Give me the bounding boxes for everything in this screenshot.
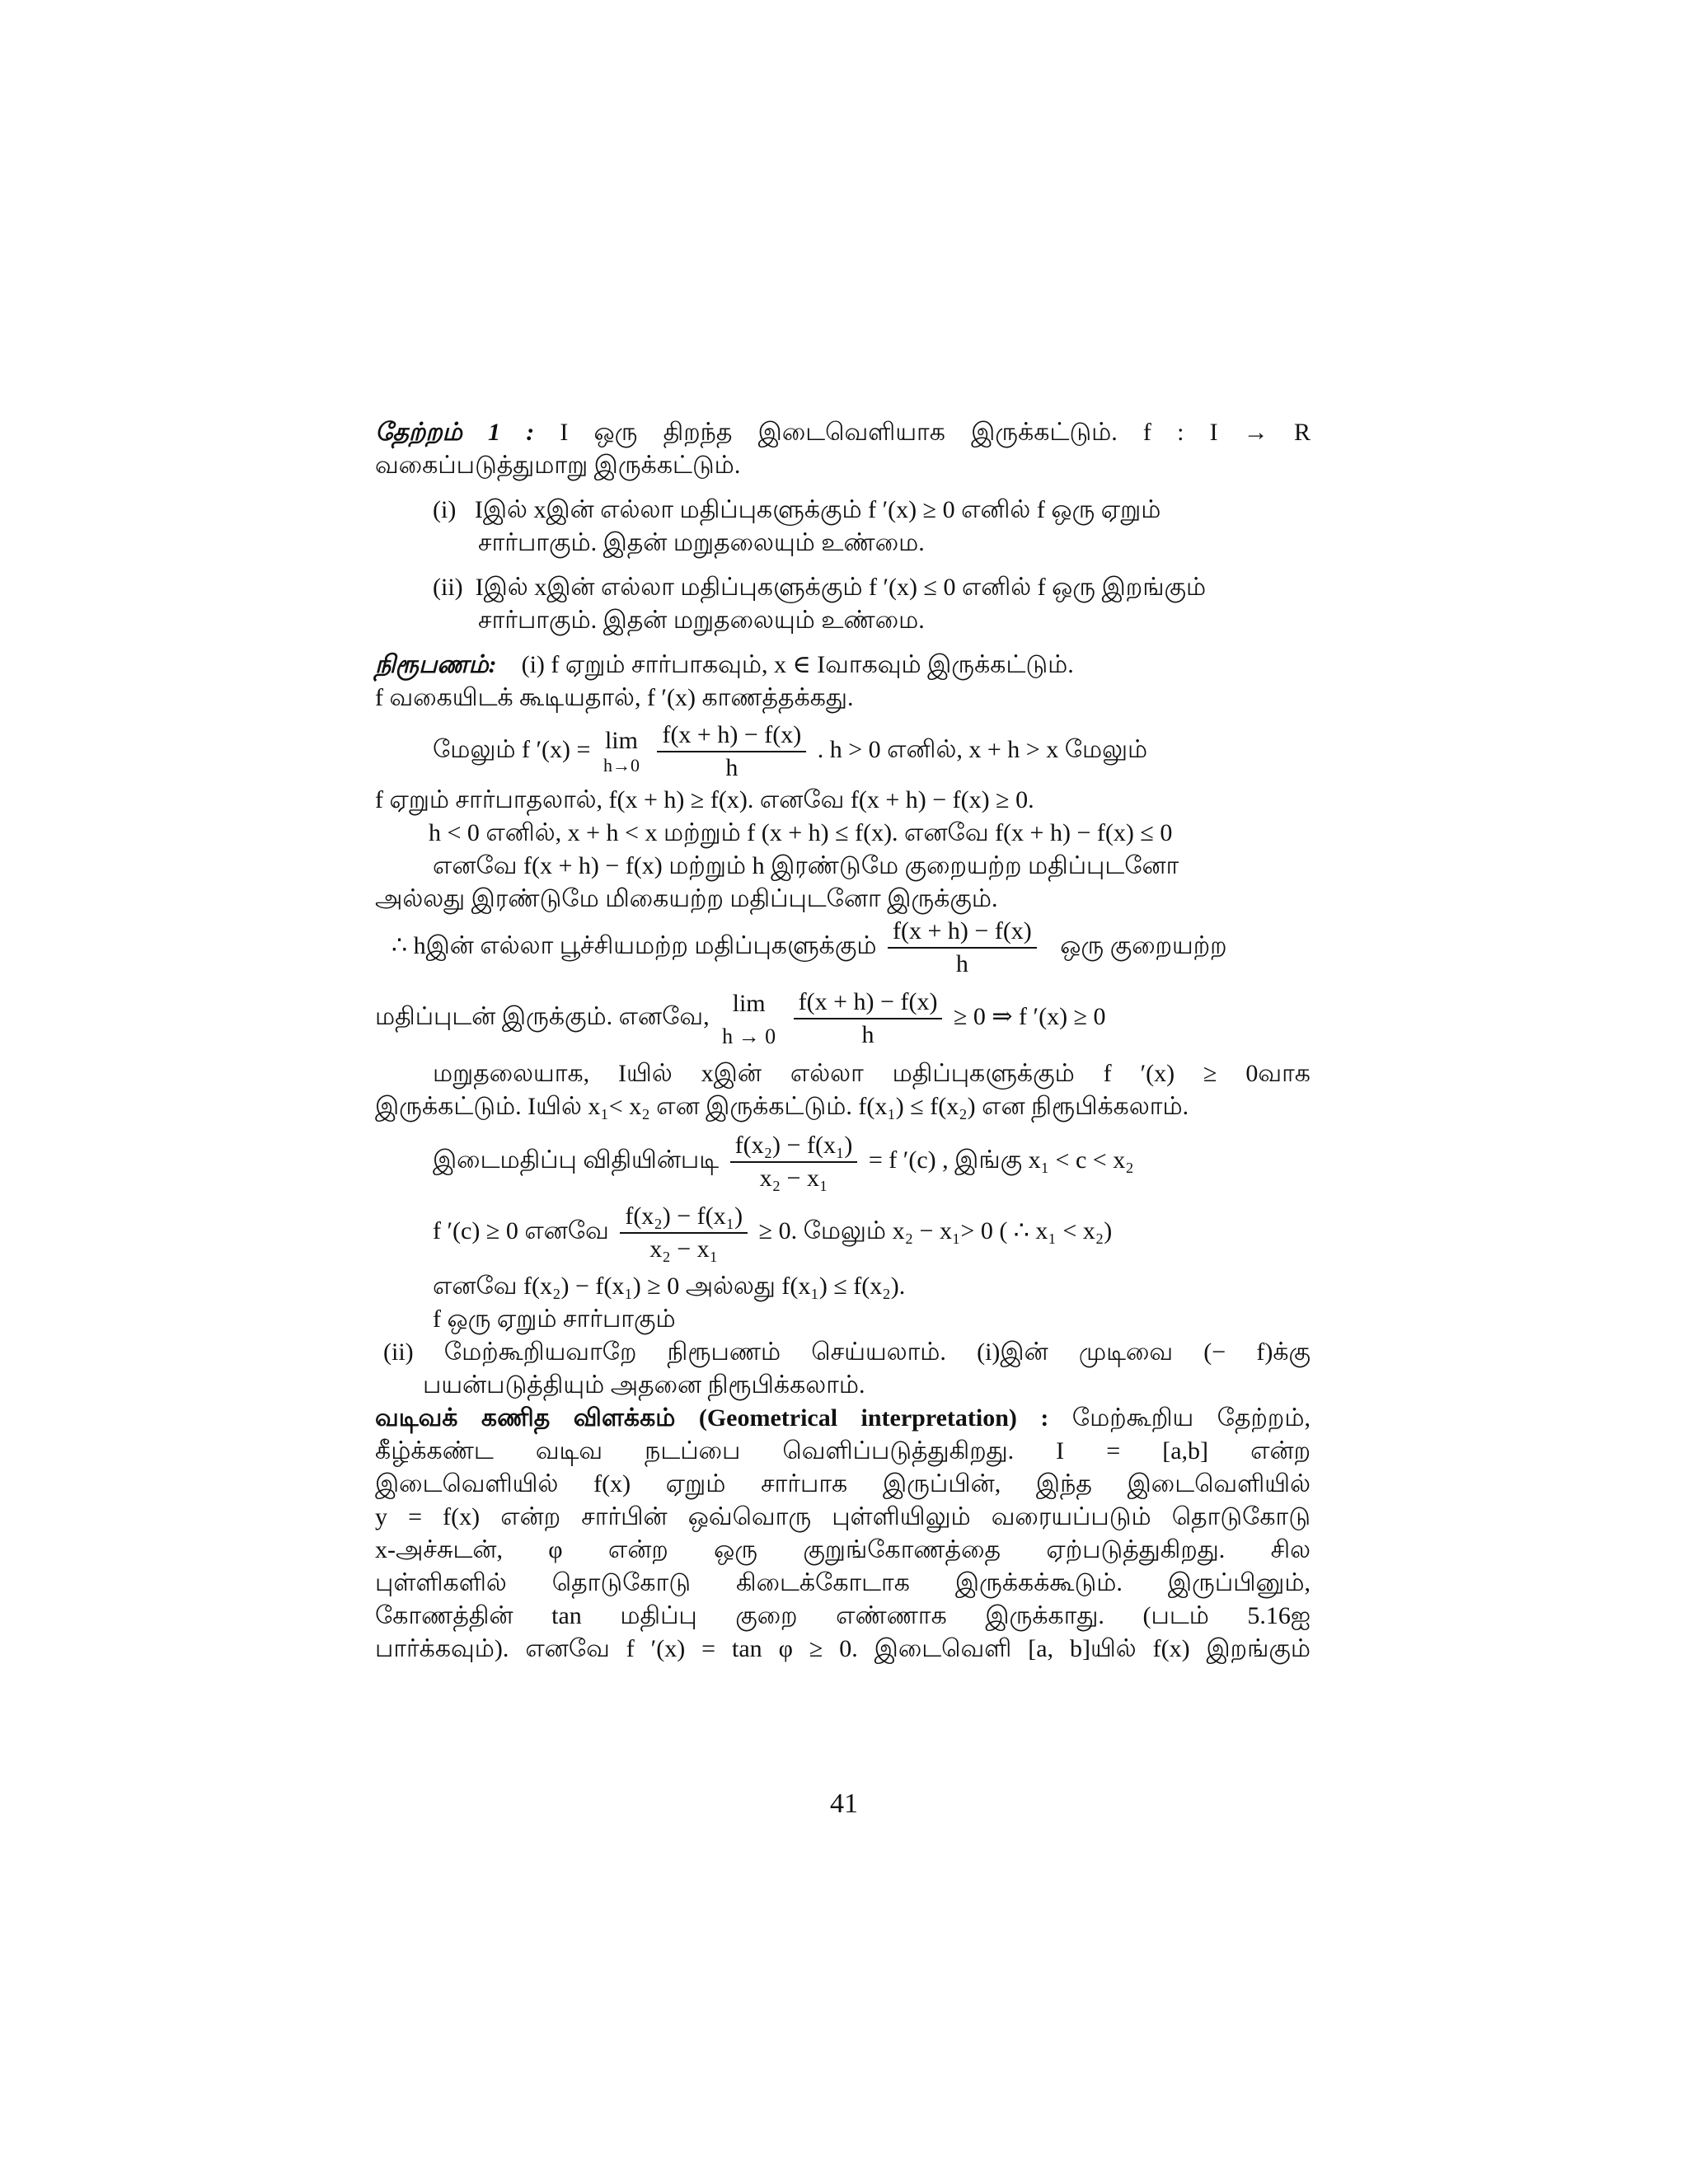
geometry-heading: வடிவக் கணித விளக்கம் (Geometrical interpretation) : — [375, 1404, 1049, 1432]
fraction-numerator: f(x₂) − f(x₁) — [730, 1130, 858, 1163]
theorem-item-2 — [375, 571, 1311, 604]
lim-word: lim — [604, 727, 638, 754]
fraction-numerator: f(x + h) − f(x) — [657, 719, 806, 752]
proof-line-5: எனவே f(x + h) − f(x) மற்றும் h இரண்டுமே குறையற்ற மதிப்புடனோ — [433, 852, 1179, 879]
item-label: (i) — [433, 496, 457, 523]
line7-suffix: ஒரு குறையற்ற — [1060, 931, 1227, 959]
lim-word: lim — [732, 990, 766, 1017]
limit-operator — [603, 727, 640, 776]
theorem-item-2-cont: சார்பாகும். இதன் மறுதலையும் உண்மை. — [478, 607, 925, 634]
item-text: Iஇல் xஇன் எல்லா மதிப்புகளுக்கும் f ′(x) ≤ 0 எனில் f ஒரு இறங்கும் — [475, 574, 1207, 601]
theorem-line-2: வகைப்படுத்துமாறு இருக்கட்டும். — [375, 452, 741, 479]
theorem-item-1 — [375, 494, 1311, 527]
geometry-line-3: இடைவெளியில் f(x) ஏறும் சார்பாக இருப்பின், இந்த இடைவெளியில் — [375, 1470, 1311, 1497]
line8-prefix: மதிப்புடன் இருக்கும். எனவே, — [375, 1002, 710, 1030]
proof-line-8 — [375, 987, 1311, 1051]
mvt-suffix: = f ′(c) , இங்கு x₁ < c < x₂ — [868, 1146, 1134, 1174]
proof-line-15: (ii) மேற்கூறியவாறே நிரூபணம் செய்யலாம். (i)இன் முடிவை (− f)க்கு — [383, 1338, 1311, 1366]
mean-value-line — [375, 1130, 1311, 1194]
proof-line-13: எனவே f(x₂) − f(x₁) ≥ 0 அல்லது f(x₁) ≤ f(x₂). — [433, 1272, 906, 1300]
proof-line-12 — [375, 1201, 1311, 1265]
mvt-quotient — [730, 1130, 858, 1194]
mvt-prefix: இடைமதிப்பு விதியின்படி — [433, 1146, 720, 1174]
proof-heading: நிரூபணம்: — [375, 651, 497, 678]
limit-operator — [722, 990, 776, 1047]
proof-line-14: f ஒரு ஏறும் சார்பாகும் — [433, 1305, 676, 1333]
proof-line-1 — [375, 649, 1311, 682]
line7-prefix: ∴ hஇன் எல்லா பூச்சியமற்ற மதிப்புகளுக்கும் — [392, 931, 877, 959]
geometry-text: மேற்கூறிய தேற்றம், — [1071, 1404, 1311, 1432]
theorem-heading: தேற்றம் 1 : — [375, 419, 535, 446]
fraction-denominator: h — [725, 754, 738, 781]
geometry-line-8: பார்க்கவும்). எனவே f ′(x) = tan φ ≥ 0. இடைவெளி [a, b]யில் f(x) இறங்கும் — [375, 1635, 1311, 1662]
proof-line-4: h < 0 எனில், x + h < x மற்றும் f (x + h) ≤ f(x). எனவே f(x + h) − f(x) ≤ 0 — [429, 819, 1173, 846]
lim-subscript: h→0 — [603, 755, 640, 776]
proof-line-3: f ஏறும் சார்பாதலால், f(x + h) ≥ f(x). எனவே f(x + h) − f(x) ≥ 0. — [375, 786, 1034, 813]
proof-line-7 — [375, 916, 1311, 980]
mvt-quotient — [620, 1201, 748, 1265]
line8-suffix: ≥ 0 ⇒ f ′(x) ≥ 0 — [953, 1002, 1106, 1030]
proof-line-6: அல்லது இரண்டுமே மிகையற்ற மதிப்புடனோ இருக்கும். — [375, 885, 998, 912]
difference-quotient — [794, 987, 943, 1051]
difference-quotient — [657, 719, 806, 784]
theorem-item-1-cont: சார்பாகும். இதன் மறுதலையும் உண்மை. — [478, 529, 925, 556]
geometry-line-4: y = f(x) என்ற சார்பின் ஒவ்வொரு புள்ளியிலும் வரையப்படும் தொடுகோடு — [375, 1503, 1311, 1530]
lim-subscript: h → 0 — [722, 1024, 776, 1048]
lim-suffix: . h > 0 எனில், x + h > x மேலும் — [817, 735, 1148, 763]
line12-prefix: f ′(c) ≥ 0 எனவே — [433, 1216, 609, 1244]
geometry-line-2: கீழ்க்கண்ட வடிவ நடப்பை வெளிப்படுத்துகிறது. I = [a,b] என்ற — [375, 1437, 1311, 1465]
line12-suffix: ≥ 0. மேலும் x₂ − x₁> 0 ( ∴ x₁ < x₂) — [758, 1216, 1113, 1244]
geometry-line-1 — [375, 1402, 1311, 1435]
item-text: Iஇல் xஇன் எல்லா மதிப்புகளுக்கும் f ′(x) ≥ 0 எனில் f ஒரு ஏறும் — [474, 496, 1161, 523]
fraction-denominator: h — [861, 1021, 874, 1048]
lim-prefix: மேலும் f ′(x) = — [433, 735, 591, 763]
page-body — [375, 416, 1311, 1666]
fraction-numerator: f(x + h) − f(x) — [794, 987, 943, 1019]
fraction-denominator: x₂ − x₁ — [649, 1235, 719, 1263]
difference-quotient — [888, 916, 1037, 980]
geometry-line-5: x-அச்சுடன், φ என்ற ஒரு குறுங்கோணத்தை ஏற்படுத்துகிறது. சில — [375, 1536, 1311, 1563]
proof-line-9: மறுதலையாக, Iயில் xஇன் எல்லா மதிப்புகளுக்கும் f ′(x) ≥ 0வாக — [433, 1060, 1311, 1087]
proof-line-16: பயன்படுத்தியும் அதனை நிரூபிக்கலாம். — [423, 1371, 865, 1399]
theorem-line-1 — [375, 416, 1311, 449]
fraction-denominator: h — [955, 950, 968, 977]
fraction-numerator: f(x + h) − f(x) — [888, 916, 1037, 949]
proof-line-10: இருக்கட்டும். Iயில் x₁< x₂ என இருக்கட்டும். f(x₁) ≤ f(x₂) என நிரூபிக்கலாம். — [375, 1093, 1189, 1120]
fraction-denominator: x₂ − x₁ — [759, 1165, 828, 1192]
derivative-definition — [375, 719, 1311, 784]
geometry-line-7: கோணத்தின் tan மதிப்பு குறை எண்ணாக இருக்காது. (படம் 5.16ஐ — [375, 1602, 1311, 1629]
fraction-numerator: f(x₂) − f(x₁) — [620, 1201, 748, 1234]
theorem-text: I ஒரு திறந்த இடைவெளியாக இருக்கட்டும். f : I → R — [560, 419, 1311, 446]
page-number: 41 — [830, 1788, 858, 1819]
item-label: (ii) — [433, 574, 463, 601]
geometry-line-6: புள்ளிகளில் தொடுகோடு கிடைக்கோடாக இருக்கக்கூடும். இருப்பினும், — [375, 1569, 1311, 1596]
proof-line-2: f வகையிடக் கூடியதால், f ′(x) காணத்தக்கது. — [375, 684, 854, 711]
proof-text: (i) f ஏறும் சார்பாகவும், x ∈ Iவாகவும் இருக்கட்டும். — [521, 651, 1074, 678]
